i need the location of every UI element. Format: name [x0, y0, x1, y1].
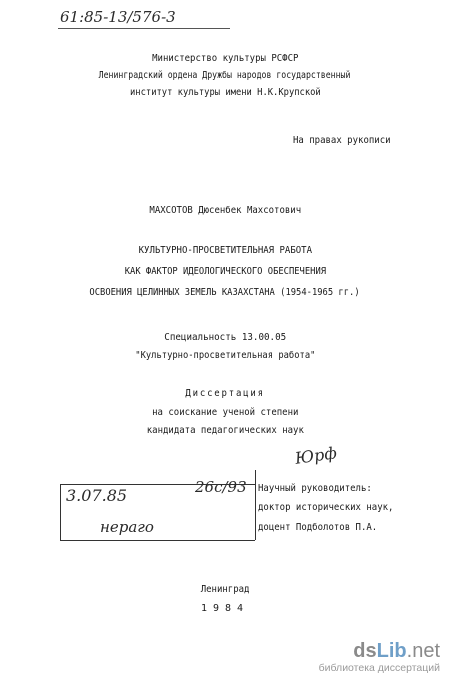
author-name: МАХСОТОВ Дюсенбек Махсотович	[149, 205, 301, 216]
city: Ленинград	[200, 584, 250, 595]
handwritten-signature: Юрф	[293, 443, 338, 468]
stamp-line-right	[255, 470, 256, 540]
stamp-line-bottom	[60, 540, 255, 541]
archive-code-underline	[58, 28, 230, 29]
stamp-line-left	[60, 484, 61, 540]
handwritten-date: 3.07.85	[66, 486, 128, 505]
institute-line-1: Ленинградский ордена Дружбы народов государственный	[99, 70, 351, 81]
degree-line-2: на соискание ученой степени	[151, 407, 299, 418]
dslib-watermark	[319, 640, 440, 674]
specialty-code: Специальность 13.00.05	[164, 332, 286, 343]
title-line-2: КАК ФАКТОР ИДЕОЛОГИЧЕСКОГО ОБЕСПЕЧЕНИЯ	[124, 266, 326, 277]
title-line-1: КУЛЬТУРНО-ПРОСВЕТИТЕЛЬНАЯ РАБОТА	[138, 245, 312, 256]
dslib-subtitle: библиотека диссертаций	[318, 662, 440, 674]
supervisor-line-3: доцент Подболотов П.А.	[258, 522, 378, 533]
title-line-3: ОСВОЕНИЯ ЦЕЛИННЫХ ЗЕМЕЛЬ КАЗАХСТАНА (1954-1965 гг.)	[89, 287, 361, 298]
supervisor-line-2: доктор исторических наук,	[258, 502, 394, 513]
handwritten-number: 26с/93	[195, 478, 247, 496]
degree-line-3: кандидата педагогических наук	[146, 425, 304, 436]
institute-line-2: институт культуры имени Н.К.Крупской	[129, 87, 321, 98]
specialty-name: "Культурно-просветительная работа"	[134, 350, 316, 361]
handwritten-archive-code: 61:85-13/576-3	[60, 8, 176, 26]
handwritten-word: нераго	[100, 518, 154, 536]
rights-note: На правах рукописи	[293, 135, 391, 146]
supervisor-line-1: Научный руководитель:	[258, 483, 372, 494]
ministry-line: Министерство культуры РСФСР	[151, 53, 299, 64]
degree-type: Диссертация	[185, 388, 265, 399]
dslib-logo: dsLib.net	[353, 640, 440, 662]
year: 1984	[200, 603, 250, 614]
